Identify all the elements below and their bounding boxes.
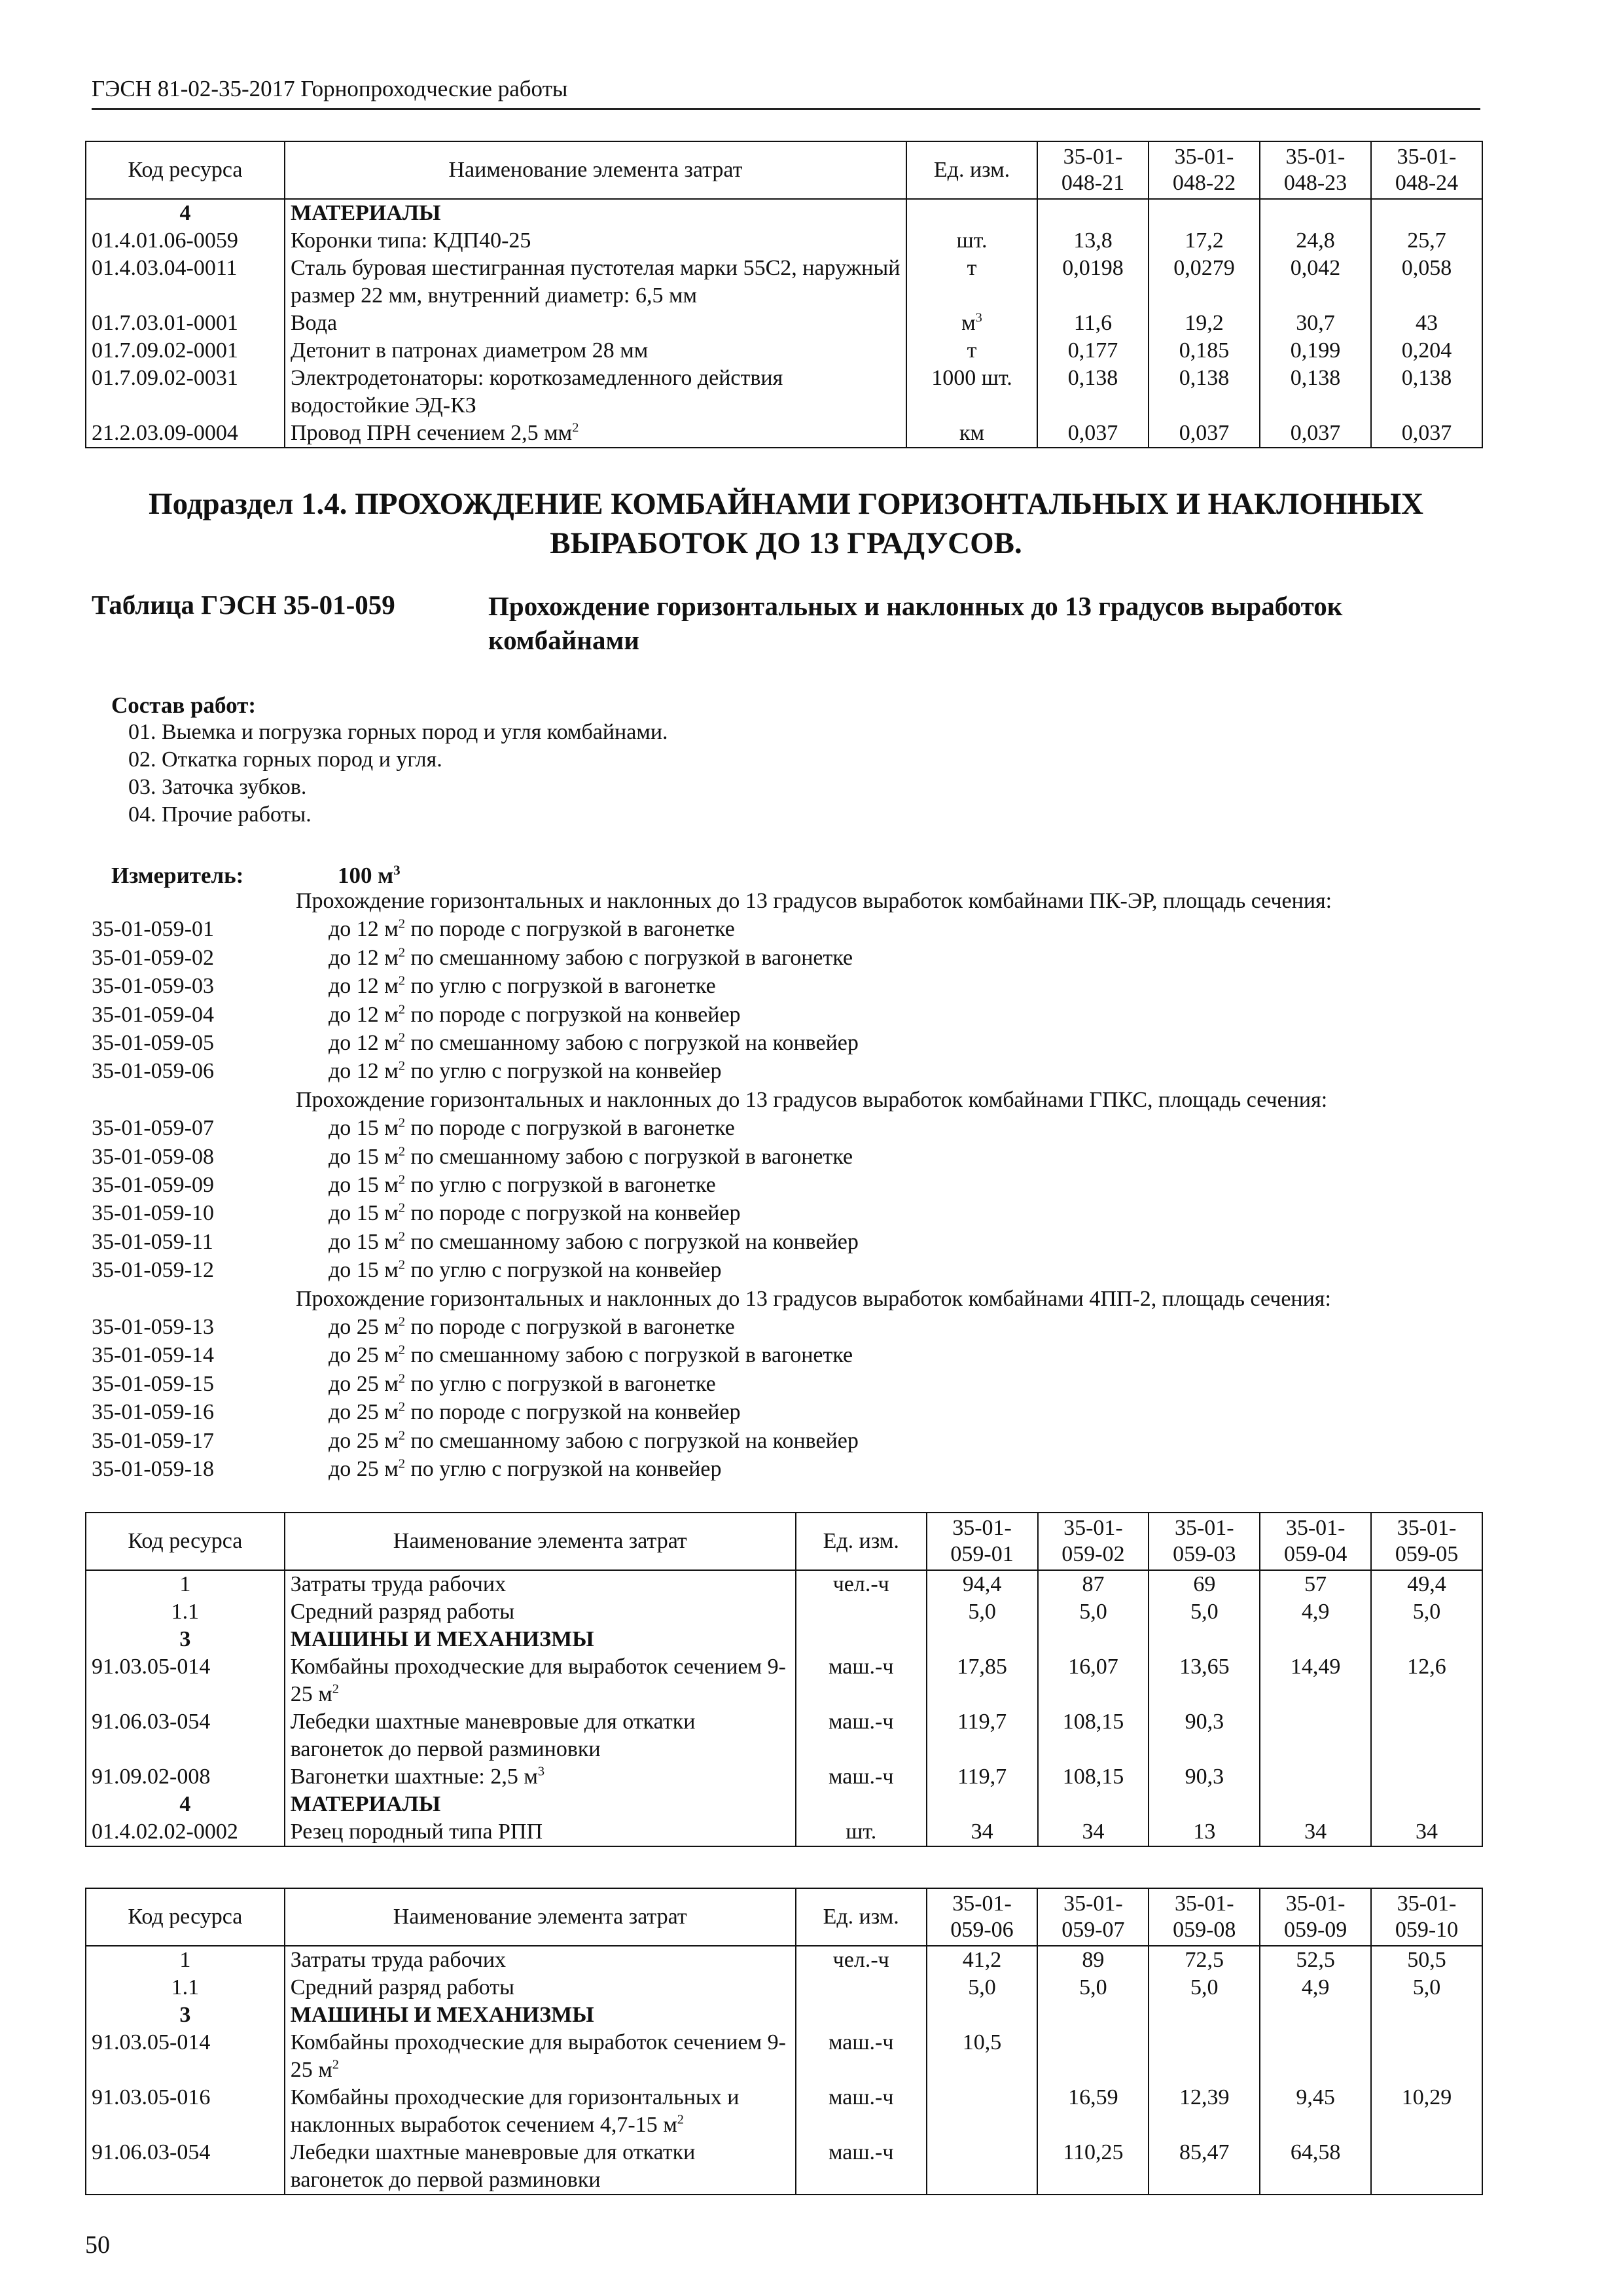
unit: маш.-ч — [796, 1653, 927, 1708]
resource-name: Детонит в патронах диаметром 28 мм — [285, 337, 906, 365]
table-row — [86, 2001, 1482, 2029]
norm-value: 9,45 — [1260, 2084, 1371, 2139]
resource-code: 3 — [86, 2001, 285, 2029]
norm-value: 10,29 — [1371, 2084, 1482, 2139]
col-header-name: Наименование элемента затрат — [285, 1888, 796, 1946]
norm-value: 19,2 — [1149, 310, 1260, 337]
norm-value — [927, 2001, 1038, 2029]
col-header-code: Код ресурса — [86, 1888, 285, 1946]
norm-value: 0,138 — [1371, 365, 1482, 420]
work-item: 02. Откатка горных пород и угля. — [128, 747, 442, 772]
norm-value: 119,7 — [927, 1708, 1038, 1763]
subsection-title: Подраздел 1.4. ПРОХОЖДЕНИЕ КОМБАЙНАМИ ГОРИЗОНТАЛЬНЫХ И НАКЛОННЫХ ВЫРАБОТОК ДО 13 ГРАДУСОВ. — [149, 487, 1423, 560]
norm-description: до 12 $м^2$ по породе с погрузкой на конвейер — [329, 1002, 741, 1027]
table-row — [86, 255, 1482, 310]
table-row — [86, 2084, 1482, 2139]
norm-value: 87 — [1038, 1570, 1149, 1598]
norm-value: 5,0 — [927, 1974, 1038, 2001]
resource-name: Вода — [285, 310, 906, 337]
col-header-code: Код ресурса — [86, 1513, 285, 1570]
unit: 1000 шт. — [906, 365, 1037, 420]
resource-code: 1 — [86, 1570, 285, 1598]
resource-name: МАТЕРИАЛЫ — [285, 199, 906, 227]
work-composition-heading: Состав работ: — [111, 692, 256, 718]
resource-code: 91.03.05-014 — [86, 1653, 285, 1708]
norm-value: 34 — [927, 1818, 1038, 1846]
resource-name: Вагонетки шахтные: 2,5 $м^3$ — [285, 1763, 796, 1791]
col-header-norm: 35-01-048-23 — [1260, 141, 1371, 199]
table-row — [86, 1598, 1482, 1626]
norm-description: до 15 $м^2$ по углю с погрузкой в вагонетке — [329, 1172, 716, 1197]
resource-name: Лебедки шахтные маневровые для откатки вагонеток до первой разминовки — [285, 2139, 796, 2195]
norm-value: 0,0279 — [1149, 255, 1260, 310]
col-header-norm: 35-01-059-01 — [927, 1513, 1038, 1570]
norm-code: 35-01-059-03 — [92, 974, 214, 999]
unit: шт. — [906, 227, 1037, 255]
norm-value: 94,4 — [927, 1570, 1038, 1598]
norm-value: 119,7 — [927, 1763, 1038, 1791]
norm-value: 50,5 — [1371, 1946, 1482, 1974]
resource-name: Комбайны проходческие для выработок сечением 9-25 $м^2$ — [285, 2029, 796, 2084]
norm-description: до 15 $м^2$ по породе с погрузкой на конвейер — [329, 1201, 741, 1226]
norm-value: 0,138 — [1037, 365, 1149, 420]
norm-code: 35-01-059-04 — [92, 1002, 214, 1027]
norm-value — [1149, 1791, 1260, 1818]
norm-value — [1371, 2001, 1482, 2029]
norm-value: 0,138 — [1149, 365, 1260, 420]
norm-value: 13,65 — [1149, 1653, 1260, 1708]
unit: маш.-ч — [796, 2029, 927, 2084]
norm-value: 34 — [1260, 1818, 1371, 1846]
table-row — [86, 2139, 1482, 2195]
norm-code: 35-01-059-18 — [92, 1457, 214, 1481]
norm-value: 5,0 — [927, 1598, 1038, 1626]
resource-code: 01.7.03.01-0001 — [86, 310, 285, 337]
resource-code: 3 — [86, 1626, 285, 1653]
norm-value: 34 — [1038, 1818, 1149, 1846]
unit: чел.-ч — [796, 1946, 927, 1974]
table-row — [86, 337, 1482, 365]
norm-value: 5,0 — [1371, 1598, 1482, 1626]
table-row — [86, 1653, 1482, 1708]
norm-code: 35-01-059-07 — [92, 1116, 214, 1141]
col-header-name: Наименование элемента затрат — [285, 1513, 796, 1570]
norm-value: 110,25 — [1037, 2139, 1149, 2195]
work-item: 03. Заточка зубков. — [128, 775, 307, 799]
costs-table-059-01-05 — [85, 1512, 1483, 1847]
unit: маш.-ч — [796, 2084, 927, 2139]
norm-value — [1260, 1708, 1371, 1763]
norm-value — [1371, 1626, 1482, 1653]
unit: т — [906, 255, 1037, 310]
table-row — [86, 1763, 1482, 1791]
norm-value: 64,58 — [1260, 2139, 1371, 2195]
resource-name: Сталь буровая шестигранная пустотелая марки 55С2, наружный размер 22 мм, внутренний диаметр: 6,5 мм — [285, 255, 906, 310]
norm-value: 14,49 — [1260, 1653, 1371, 1708]
norm-value: 0,037 — [1037, 420, 1149, 448]
norm-value — [1371, 2029, 1482, 2084]
group-heading: Прохождение горизонтальных и наклонных до 13 градусов выработок комбайнами 4ПП-2, площадь сечения: — [296, 1286, 1331, 1311]
unit: маш.-ч — [796, 2139, 927, 2195]
norm-description: до 25 $м^2$ по смешанному забою с погрузкой на конвейер — [329, 1428, 859, 1453]
norm-value — [1260, 1626, 1371, 1653]
resource-name: Коронки типа: КДП40-25 — [285, 227, 906, 255]
norm-value: 41,2 — [927, 1946, 1038, 1974]
norm-value: 90,3 — [1149, 1708, 1260, 1763]
col-header-norm: 35-01-059-04 — [1260, 1513, 1371, 1570]
norm-code: 35-01-059-15 — [92, 1371, 214, 1396]
norm-code: 35-01-059-14 — [92, 1343, 214, 1368]
resource-code: 4 — [86, 199, 285, 227]
norm-value: 5,0 — [1037, 1974, 1149, 2001]
norm-value — [1149, 199, 1260, 227]
norm-value: 34 — [1371, 1818, 1482, 1846]
norm-code: 35-01-059-11 — [92, 1229, 213, 1254]
resource-name: МАШИНЫ И МЕХАНИЗМЫ — [285, 2001, 796, 2029]
norm-value: 72,5 — [1149, 1946, 1260, 1974]
norm-value: 17,2 — [1149, 227, 1260, 255]
norm-description: до 25 $м^2$ по углю с погрузкой в вагонетке — [329, 1371, 716, 1396]
resource-code: 91.09.02-008 — [86, 1763, 285, 1791]
col-header-unit: Ед. изм. — [906, 141, 1037, 199]
norm-value — [927, 1791, 1038, 1818]
resource-code: 1 — [86, 1946, 285, 1974]
norm-description: до 25 $м^2$ по углю с погрузкой на конвейер — [329, 1456, 722, 1481]
col-header-norm: 35-01-048-24 — [1371, 141, 1482, 199]
norm-value: 12,39 — [1149, 2084, 1260, 2139]
resource-code: 1.1 — [86, 1598, 285, 1626]
unit: км — [906, 420, 1037, 448]
resource-code: 4 — [86, 1791, 285, 1818]
norm-value: 0,037 — [1260, 420, 1371, 448]
norm-value — [1149, 2029, 1260, 2084]
group-heading: Прохождение горизонтальных и наклонных до 13 градусов выработок комбайнами ГПКС, площадь сечения: — [296, 1087, 1328, 1112]
norm-description: до 25 $м^2$ по смешанному забою с погрузкой в вагонетке — [329, 1343, 853, 1368]
norm-value: 5,0 — [1371, 1974, 1482, 2001]
norm-value — [1260, 199, 1371, 227]
table-row — [86, 1626, 1482, 1653]
norm-value: 12,6 — [1371, 1653, 1482, 1708]
unit: маш.-ч — [796, 1708, 927, 1763]
norm-value: 13,8 — [1037, 227, 1149, 255]
norm-code: 35-01-059-10 — [92, 1201, 214, 1226]
norm-code: 35-01-059-08 — [92, 1144, 214, 1169]
col-header-norm: 35-01-048-21 — [1037, 141, 1149, 199]
col-header-norm: 35-01-059-03 — [1149, 1513, 1260, 1570]
resource-code: 01.4.02.02-0002 — [86, 1818, 285, 1846]
norm-value: 108,15 — [1038, 1708, 1149, 1763]
resource-name: Комбайны проходческие для выработок сечением 9-25 $м^2$ — [285, 1653, 796, 1708]
norm-value — [927, 2084, 1038, 2139]
resource-name: Электродетонаторы: короткозамедленного действия водостойкие ЭД-КЗ — [285, 365, 906, 420]
norm-value: 4,9 — [1260, 1974, 1371, 2001]
norm-value: 0,042 — [1260, 255, 1371, 310]
norm-description: до 12 $м^2$ по углю с погрузкой в вагонетке — [329, 973, 716, 999]
table-row — [86, 2029, 1482, 2084]
norm-value: 0,037 — [1149, 420, 1260, 448]
table-row — [86, 1946, 1482, 1974]
measure-label: Измеритель: — [111, 863, 244, 888]
unit: т — [906, 337, 1037, 365]
resource-code: 21.2.03.09-0004 — [86, 420, 285, 448]
norm-value: 0,204 — [1371, 337, 1482, 365]
unit — [796, 1598, 927, 1626]
unit — [796, 1626, 927, 1653]
norm-value — [1371, 1791, 1482, 1818]
resource-name: Затраты труда рабочих — [285, 1946, 796, 1974]
norm-value — [1038, 1626, 1149, 1653]
table-row — [86, 420, 1482, 448]
table-row — [86, 310, 1482, 337]
resource-name: Комбайны проходческие для горизонтальных и наклонных выработок сечением 4,7-15 $м^2$ — [285, 2084, 796, 2139]
resource-code: 1.1 — [86, 1974, 285, 2001]
table-row — [86, 1791, 1482, 1818]
col-header-name: Наименование элемента затрат — [285, 141, 906, 199]
resource-code: 91.06.03-054 — [86, 2139, 285, 2195]
col-header-norm: 35-01-059-05 — [1371, 1513, 1482, 1570]
norm-code: 35-01-059-13 — [92, 1315, 214, 1339]
norm-code: 35-01-059-02 — [92, 945, 214, 970]
norm-description: до 15 $м^2$ по углю с погрузкой на конвейер — [329, 1257, 722, 1283]
norm-value: 24,8 — [1260, 227, 1371, 255]
norm-value — [1260, 1791, 1371, 1818]
col-header-norm: 35-01-059-07 — [1037, 1888, 1149, 1946]
col-header-code: Код ресурса — [86, 141, 285, 199]
norm-value: 13 — [1149, 1818, 1260, 1846]
norm-description: до 15 $м^2$ по смешанному забою с погрузкой на конвейер — [329, 1229, 859, 1254]
resource-code: 91.03.05-016 — [86, 2084, 285, 2139]
norm-value — [1371, 1763, 1482, 1791]
norm-code: 35-01-059-17 — [92, 1428, 214, 1453]
resource-name: Провод ПРН сечением 2,5 $мм^2$ — [285, 420, 906, 448]
norm-value — [1371, 1708, 1482, 1763]
norm-code: 35-01-059-09 — [92, 1173, 214, 1197]
norm-value: 52,5 — [1260, 1946, 1371, 1974]
resource-name: Затраты труда рабочих — [285, 1570, 796, 1598]
norm-value — [1037, 2001, 1149, 2029]
norm-value — [1038, 1791, 1149, 1818]
table-row — [86, 1570, 1482, 1598]
norm-value — [1037, 199, 1149, 227]
norm-code: 35-01-059-12 — [92, 1258, 214, 1283]
norm-value — [1037, 2029, 1149, 2084]
norm-description: до 25 $м^2$ по породе с погрузкой в вагонетке — [329, 1314, 735, 1339]
norm-code: 35-01-059-01 — [92, 917, 214, 942]
resource-name: Средний разряд работы — [285, 1974, 796, 2001]
norm-value: 16,07 — [1038, 1653, 1149, 1708]
table-row — [86, 1974, 1482, 2001]
unit — [796, 1791, 927, 1818]
norm-value: 90,3 — [1149, 1763, 1260, 1791]
norm-value — [1260, 2001, 1371, 2029]
work-item: 04. Прочие работы. — [128, 802, 312, 827]
unit — [906, 199, 1037, 227]
norm-value: 4,9 — [1260, 1598, 1371, 1626]
resource-code: 01.7.09.02-0001 — [86, 337, 285, 365]
norm-value: 85,47 — [1149, 2139, 1260, 2195]
norm-value: 0,138 — [1260, 365, 1371, 420]
resource-code: 01.4.01.06-0059 — [86, 227, 285, 255]
col-header-norm: 35-01-059-06 — [927, 1888, 1038, 1946]
norm-value: 49,4 — [1371, 1570, 1482, 1598]
unit: шт. — [796, 1818, 927, 1846]
norm-value: 0,058 — [1371, 255, 1482, 310]
norm-description: до 15 $м^2$ по породе с погрузкой в вагонетке — [329, 1115, 735, 1141]
resource-code: 91.06.03-054 — [86, 1708, 285, 1763]
norm-value: 89 — [1037, 1946, 1149, 1974]
unit — [796, 2001, 927, 2029]
table-row — [86, 199, 1482, 227]
norm-value — [927, 1626, 1038, 1653]
norm-value: 43 — [1371, 310, 1482, 337]
norm-value: 5,0 — [1149, 1598, 1260, 1626]
norm-value — [927, 2139, 1038, 2195]
norm-value — [1260, 2029, 1371, 2084]
page-number: 50 — [85, 2231, 110, 2259]
norm-code: 35-01-059-16 — [92, 1400, 214, 1425]
norm-value — [1149, 1626, 1260, 1653]
norm-value: 0,037 — [1371, 420, 1482, 448]
unit — [796, 1974, 927, 2001]
col-header-norm: 35-01-059-10 — [1371, 1888, 1482, 1946]
resource-name: Средний разряд работы — [285, 1598, 796, 1626]
col-header-norm: 35-01-048-22 — [1149, 141, 1260, 199]
col-header-norm: 35-01-059-08 — [1149, 1888, 1260, 1946]
col-header-unit: Ед. изм. — [796, 1888, 927, 1946]
norm-value: 25,7 — [1371, 227, 1482, 255]
norm-value: 108,15 — [1038, 1763, 1149, 1791]
col-header-norm: 35-01-059-02 — [1038, 1513, 1149, 1570]
norm-code: 35-01-059-05 — [92, 1031, 214, 1055]
resource-code: 01.4.03.04-0011 — [86, 255, 285, 310]
norm-description: до 12 $м^2$ по углю с погрузкой на конвейер — [329, 1059, 722, 1084]
unit: чел.-ч — [796, 1570, 927, 1598]
norm-code: 35-01-059-06 — [92, 1059, 214, 1084]
table-row — [86, 227, 1482, 255]
group-heading: Прохождение горизонтальных и наклонных до 13 градусов выработок комбайнами ПК-ЭР, площадь сечения: — [296, 889, 1332, 913]
unit: $м^3$ — [906, 310, 1037, 337]
running-header: ГЭСН 81-02-35-2017 Горнопроходческие работы — [92, 76, 568, 101]
unit: маш.-ч — [796, 1763, 927, 1791]
costs-table-059-06-10 — [85, 1888, 1483, 2195]
table-label: Таблица ГЭСН 35-01-059 — [92, 590, 395, 620]
resource-code: 91.03.05-014 — [86, 2029, 285, 2084]
norm-value — [1149, 2001, 1260, 2029]
norm-value: 5,0 — [1038, 1598, 1149, 1626]
resource-name: МАТЕРИАЛЫ — [285, 1791, 796, 1818]
norm-value — [1260, 1763, 1371, 1791]
norm-description: до 12 $м^2$ по породе с погрузкой в вагонетке — [329, 917, 735, 942]
norm-value: 0,177 — [1037, 337, 1149, 365]
header-divider — [92, 108, 1480, 110]
norm-description: до 15 $м^2$ по смешанному забою с погрузкой в вагонетке — [329, 1144, 853, 1169]
resource-name: Лебедки шахтные маневровые для откатки вагонеток до первой разминовки — [285, 1708, 796, 1763]
norm-value: 30,7 — [1260, 310, 1371, 337]
norm-value — [1371, 2139, 1482, 2195]
norm-value: 0,199 — [1260, 337, 1371, 365]
norm-value — [1371, 199, 1482, 227]
materials-table-048 — [85, 141, 1483, 448]
norm-value: 10,5 — [927, 2029, 1038, 2084]
col-header-unit: Ед. изм. — [796, 1513, 927, 1570]
resource-code: 01.7.09.02-0031 — [86, 365, 285, 420]
norm-description: до 12 $м^2$ по смешанному забою с погрузкой на конвейер — [329, 1030, 859, 1055]
norm-description: до 25 $м^2$ по породе с погрузкой на конвейер — [329, 1399, 741, 1425]
norm-value: 0,0198 — [1037, 255, 1149, 310]
table-row — [86, 1818, 1482, 1846]
measure-value: 100 $м^3$ — [338, 862, 401, 888]
work-item: 01. Выемка и погрузка горных пород и угля комбайнами. — [128, 720, 668, 744]
norm-value: 5,0 — [1149, 1974, 1260, 2001]
norm-value: 16,59 — [1037, 2084, 1149, 2139]
resource-name: Резец породный типа РПП — [285, 1818, 796, 1846]
resource-name: МАШИНЫ И МЕХАНИЗМЫ — [285, 1626, 796, 1653]
table-row — [86, 1708, 1482, 1763]
norm-value: 0,185 — [1149, 337, 1260, 365]
norm-description: до 12 $м^2$ по смешанному забою с погрузкой в вагонетке — [329, 945, 853, 970]
norm-value: 11,6 — [1037, 310, 1149, 337]
norm-value: 17,85 — [927, 1653, 1038, 1708]
table-row — [86, 365, 1482, 420]
norm-value: 69 — [1149, 1570, 1260, 1598]
table-name: Прохождение горизонтальных и наклонных до 13 градусов выработок комбайнами — [488, 591, 1343, 655]
col-header-norm: 35-01-059-09 — [1260, 1888, 1371, 1946]
norm-value: 57 — [1260, 1570, 1371, 1598]
